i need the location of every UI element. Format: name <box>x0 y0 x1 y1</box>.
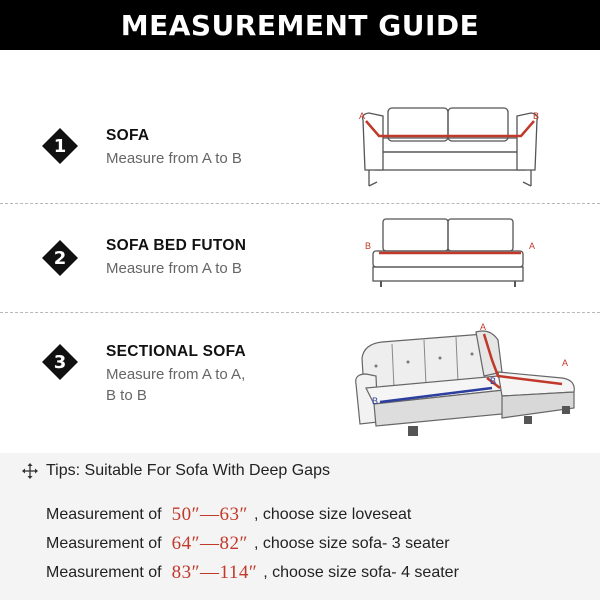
move-arrows-icon <box>22 463 38 479</box>
step-2-badge <box>42 240 78 276</box>
divider <box>0 312 600 313</box>
label-b: B <box>490 376 497 386</box>
measurement-prefix: Measurement of <box>46 506 162 523</box>
measurement-suffix: , choose size loveseat <box>253 506 412 523</box>
measurement-suffix: , choose size sofa- 4 seater <box>263 564 459 581</box>
label-a: A <box>562 358 569 368</box>
step-3-number: 3 <box>53 351 67 373</box>
measurement-row <box>46 532 450 556</box>
step-2-number: 2 <box>53 247 67 269</box>
label-b: B <box>533 111 540 121</box>
item-1-desc: Measure from A to B <box>106 150 242 167</box>
label-b: B <box>372 396 379 406</box>
step-3-badge <box>42 344 78 380</box>
label-a: A <box>480 322 487 332</box>
tips-heading <box>22 461 330 481</box>
measurement-range: 64″—82″ <box>171 533 248 554</box>
sofa-illustration <box>355 100 545 192</box>
measurement-row <box>46 503 411 527</box>
step-1-number: 1 <box>53 135 67 157</box>
item-1-title: SOFA <box>106 127 150 144</box>
step-1-badge <box>42 128 78 164</box>
header-banner <box>0 0 600 50</box>
measurement-suffix: , choose size sofa- 3 seater <box>253 535 450 552</box>
sectional-sofa-illustration <box>352 318 582 446</box>
label-a: A <box>359 111 366 121</box>
futon-illustration <box>355 215 545 295</box>
item-3-desc-line-2: B to B <box>106 387 147 404</box>
measurement-prefix: Measurement of <box>46 535 162 552</box>
item-3-desc-line-1: Measure from A to A, <box>106 366 246 383</box>
measurement-row <box>46 561 459 585</box>
item-2-title: SOFA BED FUTON <box>106 237 247 254</box>
divider <box>0 203 600 204</box>
label-a: A <box>529 241 536 251</box>
page-title: MEASUREMENT GUIDE <box>120 8 480 42</box>
item-3-title: SECTIONAL SOFA <box>106 343 246 360</box>
measurement-range: 50″—63″ <box>171 504 248 525</box>
item-2-desc: Measure from A to B <box>106 260 242 277</box>
tips-text: Tips: Suitable For Sofa With Deep Gaps <box>46 462 330 479</box>
measurement-prefix: Measurement of <box>46 564 162 581</box>
measurement-range: 83″—114″ <box>171 562 258 583</box>
label-b: B <box>365 241 372 251</box>
